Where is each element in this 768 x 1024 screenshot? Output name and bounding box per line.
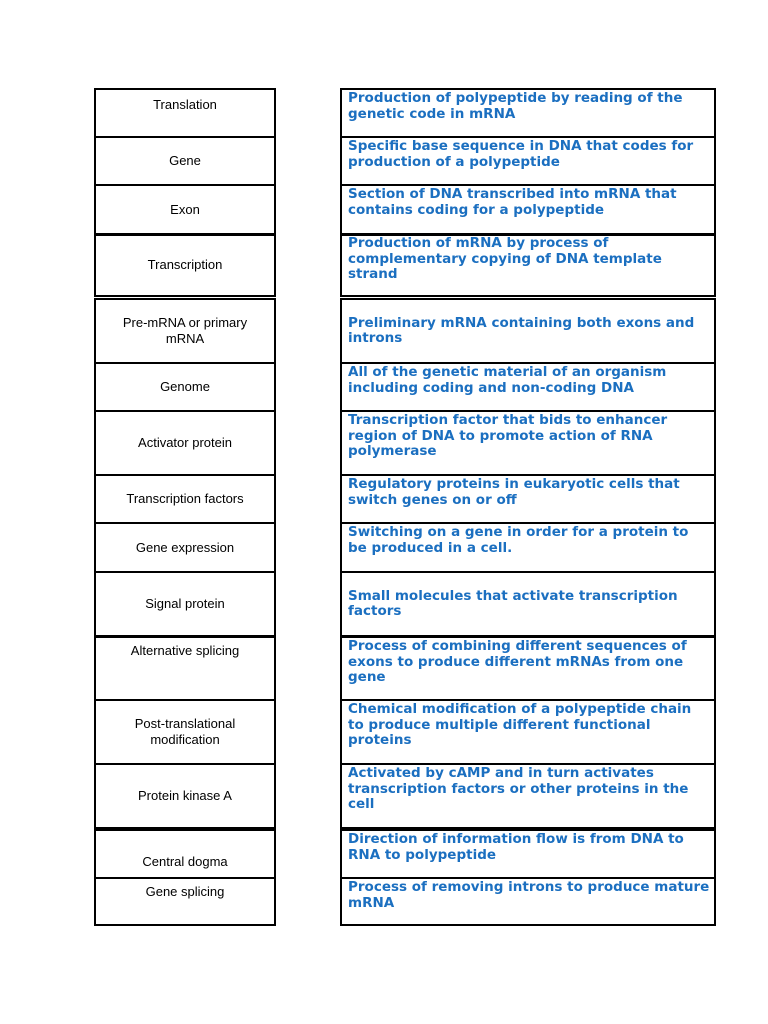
definition-text: Specific base sequence in DNA that codes for production of a polypeptide (348, 138, 694, 170)
definition-cell (340, 699, 716, 765)
definition-text: Process of removing introns to produce mature mRNA (348, 879, 710, 911)
term-cell (94, 184, 276, 236)
definition-text: Small molecules that activate transcription factors (348, 587, 678, 619)
definition-text: Production of polypeptide by reading of the genetic code in mRNA (348, 90, 683, 122)
definition-cell (340, 571, 716, 637)
term-text: Central dogma (142, 854, 228, 869)
term-text: Pre-mRNA or primary mRNA (122, 315, 248, 346)
definition-text: All of the genetic material of an organism including coding and non-coding DNA (348, 364, 667, 396)
definition-cell (340, 136, 716, 186)
definition-text: Transcription factor that bids to enhancer region of DNA to promote action of RNA polymerase (348, 412, 668, 459)
definition-text: Section of DNA transcribed into mRNA that contains coding for a polypeptide (348, 186, 677, 218)
term-text: Gene splicing (145, 884, 225, 899)
definition-cell (340, 88, 716, 138)
definition-cell (340, 636, 716, 701)
term-cell (94, 136, 276, 186)
term-text: Transcription (147, 257, 223, 272)
term-text: Post-translational modification (134, 716, 236, 747)
definition-text: Regulatory proteins in eukaryotic cells that switch genes on or off (348, 476, 680, 508)
term-cell (94, 410, 276, 476)
term-cell (94, 88, 276, 138)
definition-cell (340, 763, 716, 829)
term-cell (94, 362, 276, 412)
definition-text: Chemical modification of a polypeptide chain to produce multiple different functional proteins (348, 701, 692, 748)
definition-text: Production of mRNA by process of complementary copying of DNA template strand (348, 235, 662, 282)
term-cell (94, 522, 276, 573)
term-text: Genome (160, 379, 210, 394)
term-text: Translation (153, 97, 217, 112)
term-cell (94, 233, 276, 297)
definition-text: Direction of information flow is from DNA to RNA to polypeptide (348, 831, 684, 863)
definition-text: Preliminary mRNA containing both exons and introns (348, 314, 695, 346)
term-cell (94, 763, 276, 829)
term-cell (94, 636, 276, 701)
definition-cell (340, 522, 716, 573)
term-text: Gene (169, 153, 201, 168)
term-cell (94, 829, 276, 879)
term-cell (94, 298, 276, 364)
definition-cell (340, 362, 716, 412)
term-text: Protein kinase A (138, 788, 232, 803)
term-cell (94, 877, 276, 926)
term-cell (94, 474, 276, 524)
term-cell (94, 571, 276, 637)
definition-text: Process of combining different sequences of exons to produce different mRNAs from one gene (348, 638, 687, 685)
definition-cell (340, 474, 716, 524)
definition-text: Switching on a gene in order for a protein to be produced in a cell. (348, 524, 689, 556)
definition-cell (340, 184, 716, 236)
term-text: Alternative splicing (130, 643, 240, 658)
term-text: Transcription factors (126, 491, 244, 506)
term-text: Activator protein (138, 435, 232, 450)
term-text: Signal protein (145, 596, 225, 611)
term-text: Exon (170, 202, 200, 217)
definition-cell (340, 829, 716, 879)
term-text: Gene expression (135, 539, 235, 555)
definition-cell (340, 298, 716, 364)
definition-cell (340, 877, 716, 926)
definition-cell (340, 233, 716, 297)
term-cell (94, 699, 276, 765)
definition-cell (340, 410, 716, 476)
definition-text: Activated by cAMP and in turn activates transcription factors or other proteins in the cell (348, 765, 689, 812)
